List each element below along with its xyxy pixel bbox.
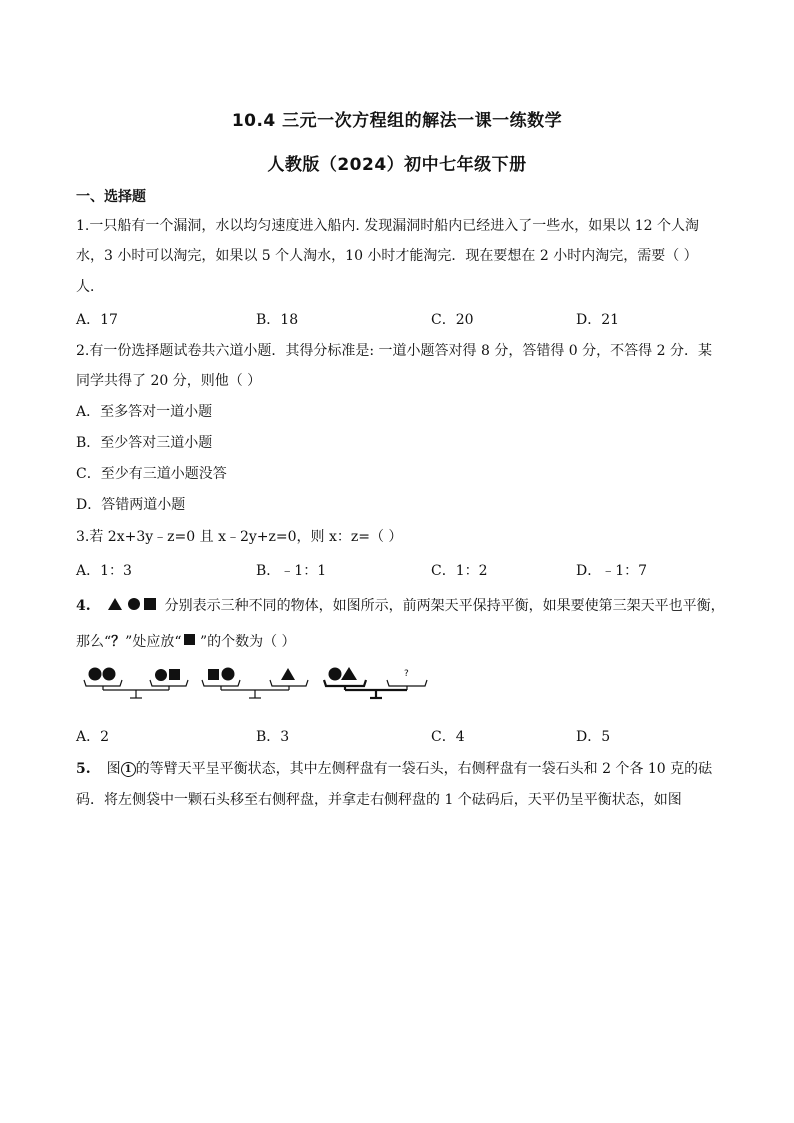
q1-line3: 人．: [76, 279, 104, 295]
q2-line1: 2.有一份选择题试卷共六道小题．其得分标准是: 一道小题答对得 8 分，答错得 0 分，不答得 2 分．某: [76, 343, 712, 359]
q4-option-a: A．2: [76, 729, 110, 745]
circle-icon: [128, 598, 140, 610]
q1-option-c: C．20: [431, 312, 474, 328]
q2-option-d: D．答错两道小题: [76, 497, 186, 513]
q1-line1: 1.一只船有一个漏洞，水以均匀速度进入船内. 发现漏洞时船内已经进入了一些水，如果以 12 个人淘: [76, 218, 699, 234]
q5-line1: [76, 759, 712, 779]
square-icon: [144, 598, 156, 610]
q1-option-b: B．18: [256, 312, 299, 328]
q4-text2b: ”处应放“: [125, 634, 182, 650]
q2-option-a: A．至多答对一道小题: [76, 404, 213, 420]
document-subtitle: 人教版（2024）初中七年级下册: [267, 155, 527, 175]
q4-line2: [76, 632, 296, 652]
q4-option-d: D．5: [576, 729, 611, 745]
q4-line1: [76, 596, 725, 616]
document-title: 10.4 三元一次方程组的解法一课一练数学: [231, 111, 563, 131]
q3-option-d: D．﹣1：7: [576, 563, 648, 579]
triangle-icon: [108, 598, 122, 610]
balance-scale-1: [84, 668, 188, 699]
q1-line2: 水，3 小时可以淘完，如果以 5 个人淘水，10 小时才能淘完．现在要想在 2 小时内淘完，需要（ ）: [76, 248, 698, 264]
q4-option-b: B．3: [256, 729, 290, 745]
q3-option-a: A．1：3: [76, 563, 132, 579]
balance-scale-3: [324, 667, 427, 698]
q5-circled-figure-number: 1: [121, 762, 136, 777]
q4-shape-legend: [107, 596, 165, 616]
q4-balance-figures: [76, 660, 446, 714]
balance-scale-2: [202, 668, 308, 699]
scale-question-mark: ?: [404, 669, 409, 679]
q2-line2: 同学共得了 20 分，则他（ ）: [76, 373, 262, 389]
q4-number: 4.: [76, 598, 91, 614]
q1-option-d: D．21: [576, 312, 620, 328]
section-heading: 一、选择题: [76, 189, 146, 205]
q5-number: 5.: [76, 761, 91, 777]
q5-text1a: 图: [106, 761, 121, 777]
q2-option-c: C．至少有三道小题没答: [76, 466, 227, 482]
q1-option-a: A．17: [76, 312, 118, 328]
q3-option-b: B．﹣1：1: [256, 563, 327, 579]
q4-text1: 分别表示三种不同的物体，如图所示，前两架天平保持平衡，如果要使第三架天平也平衡，: [164, 598, 725, 614]
q2-option-b: B．至少答对三道小题: [76, 435, 213, 451]
q4-question-mark: ？: [111, 634, 126, 650]
q3-line1: 3.若 2x+3y﹣z=0 且 x﹣2y+z=0，则 x：z=（ ）: [76, 529, 403, 545]
q5-text1b: 的等臂天平呈平衡状态，其中左侧秤盘有一袋石头，右侧秤盘有一袋石头和 2 个各 10 克的砝: [135, 761, 713, 777]
square-icon: [184, 634, 196, 646]
q5-line2: 码．将左侧袋中一颗石头移至右侧秤盘，并拿走右侧秤盘的 1 个砝码后，天平仍呈平衡状态，如图: [76, 792, 682, 808]
q4-text2a: 那么“: [76, 634, 112, 650]
q4-text2c: ”的个数为（ ）: [195, 634, 296, 650]
q3-option-c: C．1：2: [431, 563, 488, 579]
q4-option-c: C．4: [431, 729, 465, 745]
